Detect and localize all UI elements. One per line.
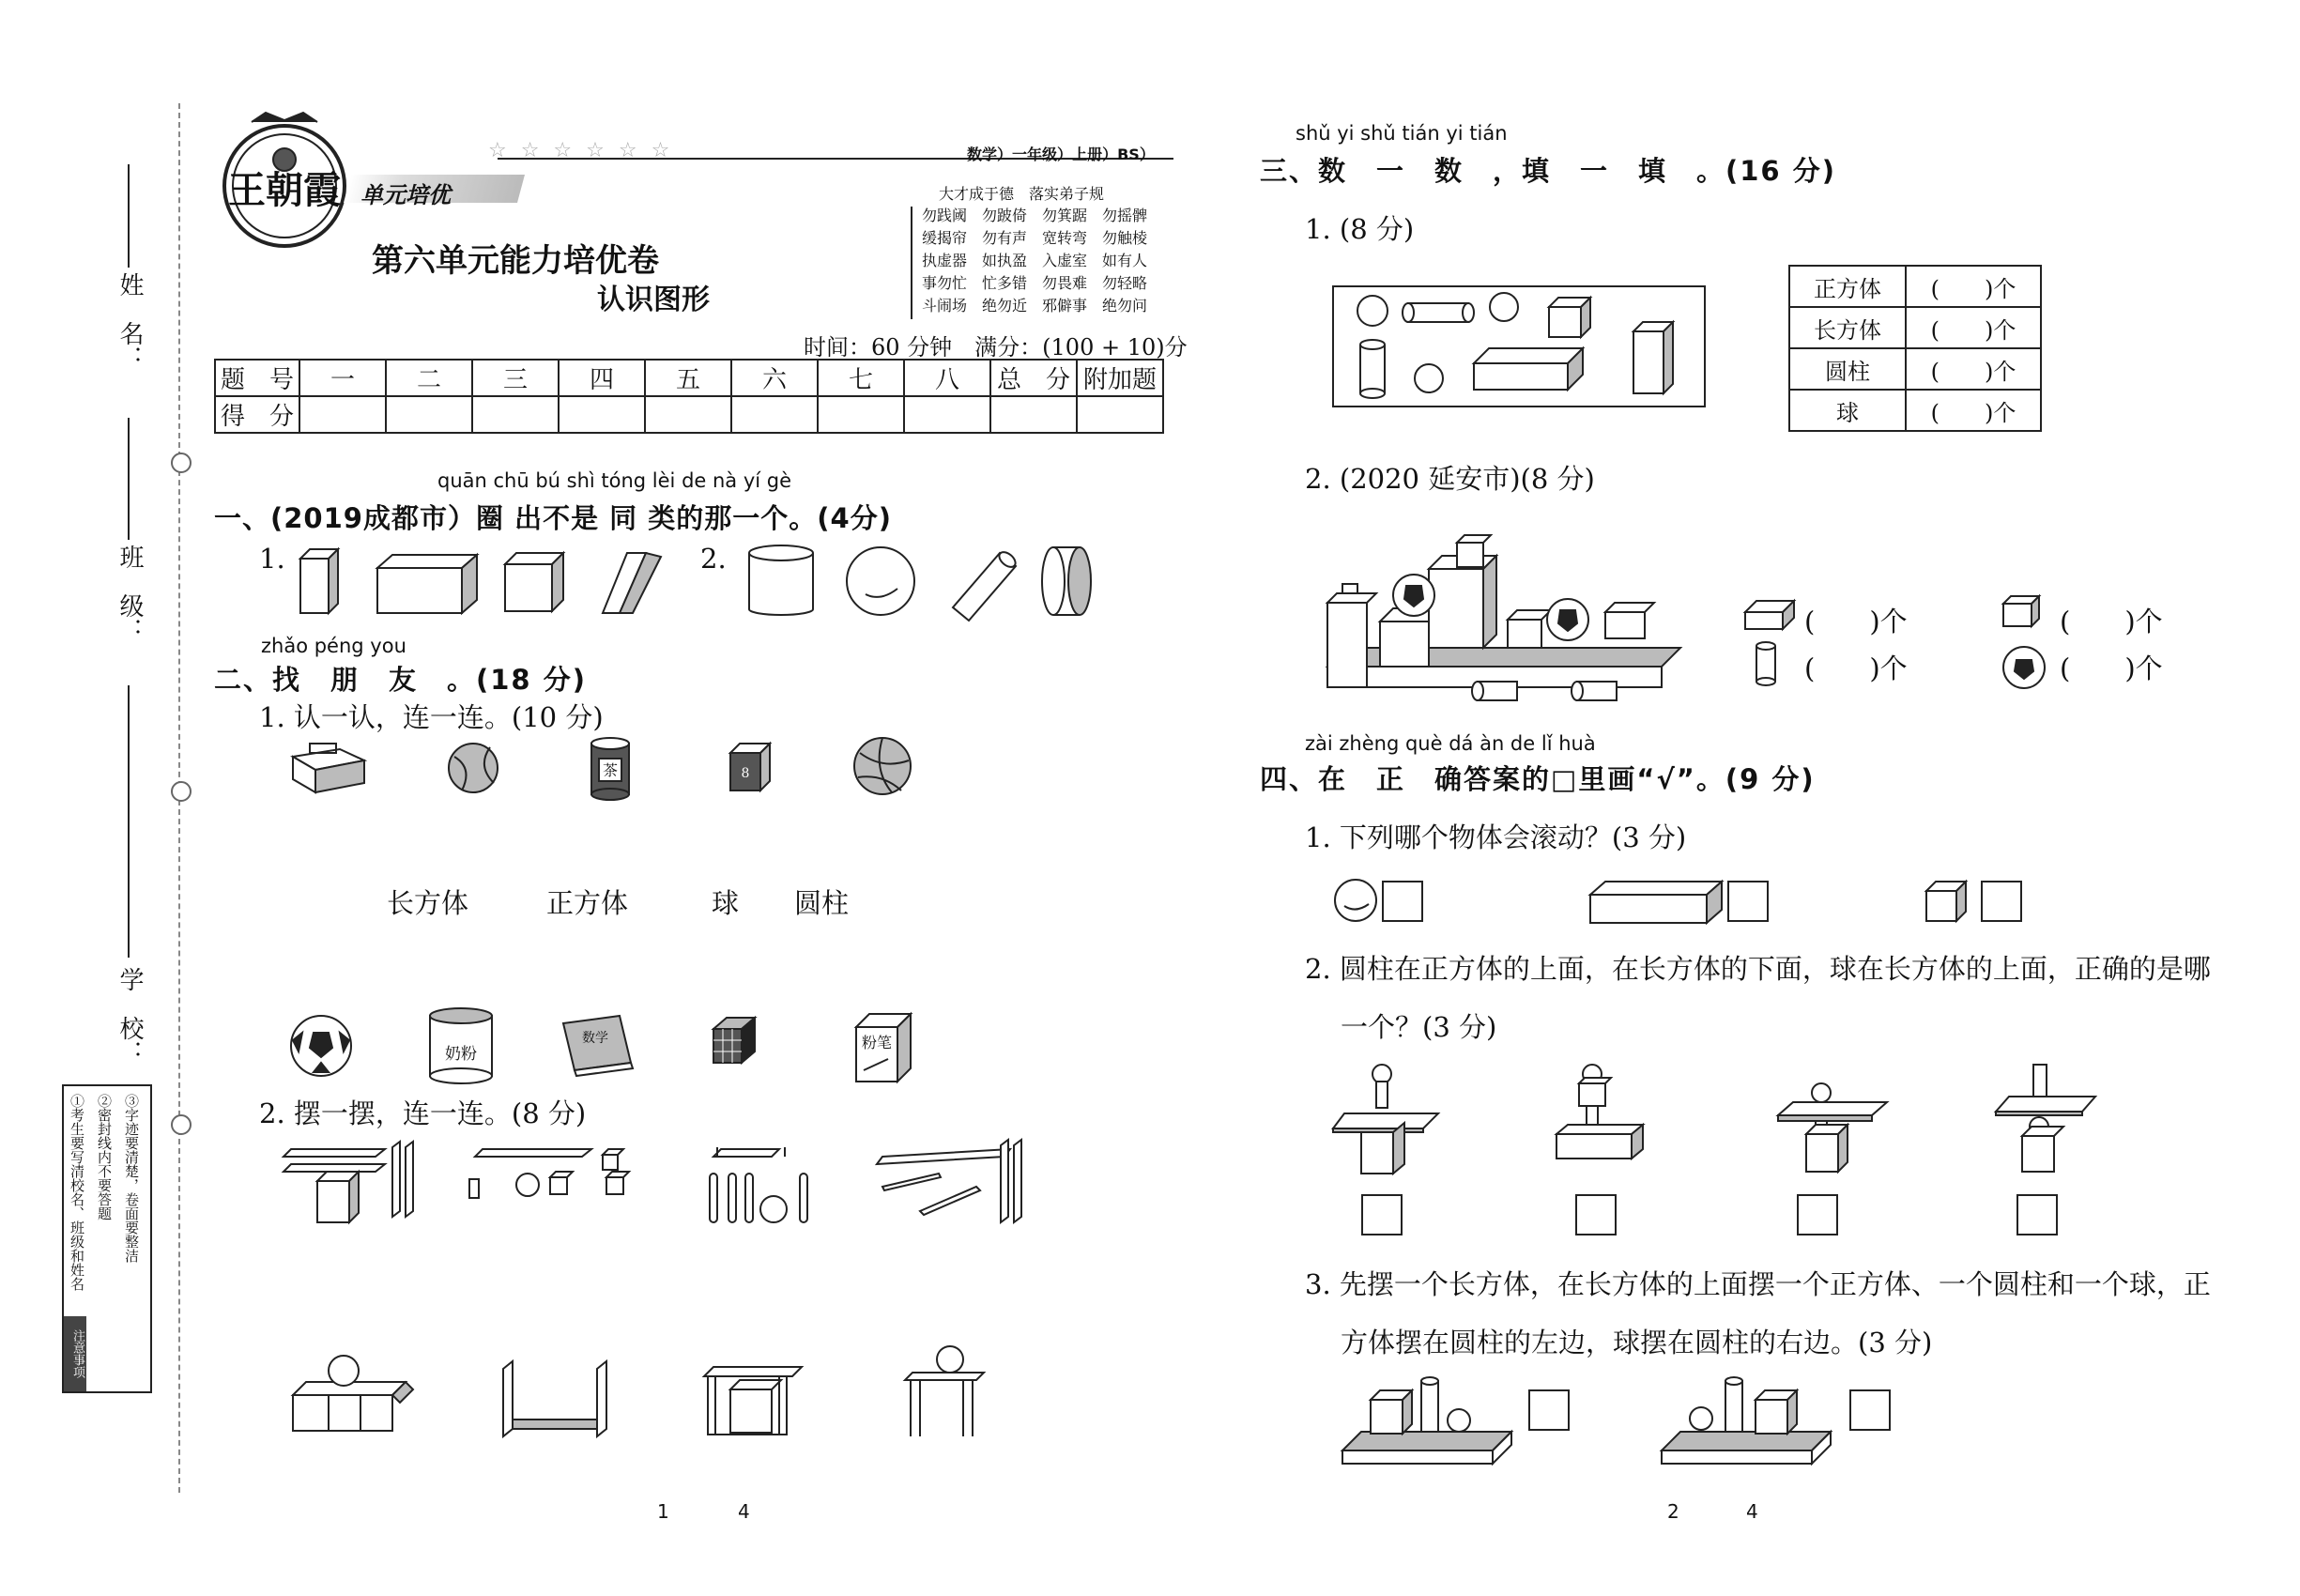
shape-label-cube[interactable]: 正方体 — [546, 887, 629, 919]
page-number: 2 — [1667, 1500, 1679, 1523]
school-label: 学 校： — [115, 967, 144, 1065]
score-cell: 题 号 — [215, 360, 299, 396]
page-title: 第六单元能力培优卷 — [372, 242, 659, 280]
score-input[interactable] — [645, 396, 731, 433]
arrange-option-b — [1662, 1377, 1831, 1464]
score-input[interactable] — [559, 396, 645, 433]
motto-line: 事勿忙 忙多错 勿畏难 勿轻略 — [922, 274, 1148, 292]
arrangement-top-4[interactable] — [877, 1140, 1021, 1222]
answer-checkbox[interactable] — [1849, 1389, 1891, 1431]
cube-icon[interactable] — [505, 553, 563, 611]
soccer-ball-icon[interactable] — [291, 1016, 351, 1076]
page-number: 1 — [657, 1500, 669, 1523]
cylinder-icon — [1756, 642, 1775, 685]
score-input[interactable] — [990, 396, 1077, 433]
motto-line: 斗闹场 绝勿近 邪僻事 绝勿问 — [922, 297, 1148, 315]
arrangement-bottom-1[interactable] — [293, 1356, 413, 1431]
sphere-icon — [1335, 880, 1376, 921]
score-cell: 一 — [299, 360, 386, 396]
page-total: 4 — [738, 1500, 750, 1523]
q1-pinyin: quān chū bú shì tóng lèi de nà yí gè — [437, 469, 792, 492]
stars-rating: ☆ ☆ ☆ ☆ ☆ ☆ — [488, 139, 674, 162]
answer-checkbox[interactable] — [1575, 1194, 1617, 1235]
q2-objects-bottom — [282, 1005, 958, 1089]
tall-cuboid-icon[interactable] — [300, 549, 338, 613]
soccer-ball-icon — [2003, 647, 2045, 688]
score-cell: 得 分 — [215, 396, 299, 433]
score-input[interactable] — [1077, 396, 1163, 433]
name-field[interactable] — [128, 164, 130, 268]
motto-line: 缓揭帘 勿有声 宽转弯 勿触棱 — [922, 229, 1148, 247]
motto-title: 大才成于德 落实弟子规 — [939, 185, 1105, 203]
score-cell: 七 — [818, 360, 904, 396]
count-input[interactable]: ( )个 — [1906, 348, 2041, 390]
notice-line: ①考生要写清校名、班级和姓名 — [69, 1094, 85, 1291]
cube-icon — [1549, 298, 1590, 337]
math-book-icon[interactable] — [563, 1016, 633, 1076]
q3-sub1: 1. (8 分) — [1305, 213, 1415, 245]
tennis-ball-icon[interactable] — [449, 744, 498, 792]
score-cell: 总 分 — [990, 360, 1077, 396]
stack-option-a — [1333, 1065, 1438, 1174]
gift-box-icon[interactable] — [293, 744, 364, 792]
q4-sub2-cont: 一个？(3 分) — [1341, 1011, 1497, 1043]
sphere-icon[interactable] — [847, 547, 914, 615]
arrangement-top-3[interactable] — [710, 1147, 807, 1222]
arrangement-bottom-3[interactable] — [704, 1367, 802, 1435]
answer-checkbox[interactable] — [1382, 881, 1423, 922]
time-score: 时间：60 分钟 满分：(100 + 10)分 — [804, 334, 1188, 361]
tall-cuboid-icon — [1633, 322, 1673, 393]
score-cell: 附加题 — [1077, 360, 1163, 396]
q3-truck-figure — [1324, 516, 1680, 714]
brand-name: 王朝霞 — [228, 168, 341, 212]
brand-tag: 单元培优 — [360, 182, 451, 208]
q2-title: 二、找 朋 友 。(18 分) — [214, 664, 587, 696]
notice-box — [62, 1084, 152, 1393]
score-cell: 四 — [559, 360, 645, 396]
q1-label-2: 2. — [700, 543, 727, 575]
notice-line: ③字迹要清楚，卷面要整洁 — [123, 1094, 140, 1263]
volleyball-icon[interactable] — [854, 738, 911, 794]
score-header-row — [215, 360, 1163, 396]
q3-legend-left — [1741, 591, 1798, 685]
shape-label-cylinder[interactable]: 圆柱 — [794, 887, 850, 919]
subject-tags: 数学）一年级）上册）BS） — [967, 146, 1155, 163]
score-cell: 五 — [645, 360, 731, 396]
q3-title: 三、数 一 数 ，填 一 填 。(16 分) — [1260, 155, 1836, 187]
shape-label-sphere[interactable]: 球 — [712, 887, 740, 919]
sphere-icon — [1490, 293, 1518, 321]
score-table — [214, 359, 1164, 434]
answer-checkbox[interactable] — [1727, 881, 1769, 922]
notice-line: ②密封线内不要答题 — [96, 1094, 113, 1220]
q3-pinyin: shǔ yi shǔ tián yi tián — [1296, 122, 1508, 145]
score-input[interactable] — [904, 396, 990, 433]
q2-pinyin: zhǎo péng you — [261, 635, 406, 657]
motto-line: 执虚器 如执盈 入虚室 如有人 — [922, 252, 1148, 269]
name-label: 姓 名： — [115, 272, 144, 370]
chalk-box-icon[interactable] — [856, 1014, 911, 1082]
cylinder-icon[interactable] — [749, 545, 813, 615]
motto-block — [922, 205, 1147, 317]
count-blank-cube[interactable]: ( )个 — [2060, 606, 2163, 637]
dice-cube-icon[interactable] — [730, 744, 770, 790]
notice-title: 注意事项 — [64, 1316, 86, 1391]
cuboid-icon — [1745, 601, 1794, 629]
count-row — [1789, 266, 2041, 307]
cuboid-icon — [1474, 348, 1583, 390]
milk-label: 奶粉 — [445, 1045, 477, 1064]
short-cylinder-icon[interactable] — [1042, 547, 1091, 615]
q3-legend-right — [1998, 587, 2054, 690]
q3-count-table — [1788, 265, 2042, 432]
flat-bar-icon[interactable] — [603, 553, 661, 613]
count-row — [1789, 348, 2041, 390]
score-input[interactable] — [299, 396, 386, 433]
cylinder-icon — [1403, 303, 1474, 322]
count-blank-cylinder[interactable]: ( )个 — [1804, 652, 1908, 684]
school-field[interactable] — [128, 685, 130, 958]
cuboid-icon[interactable] — [377, 555, 477, 613]
q1-title: 一、(2019成都市）圈 出不是 同 类的那一个。(4分) — [214, 502, 892, 534]
sphere-icon — [1415, 364, 1443, 392]
binding-hole-icon — [171, 453, 192, 473]
q2-objects-top — [282, 732, 939, 807]
class-label: 班 级： — [115, 545, 144, 642]
page-total: 4 — [1746, 1500, 1758, 1523]
page-subtitle: 认识图形 — [597, 284, 710, 316]
q4-stack-options — [1333, 1061, 2122, 1192]
tea-can-icon[interactable] — [591, 738, 629, 800]
q4-pinyin: zài zhèng què dá àn de lǐ huà — [1305, 732, 1596, 755]
slanted-cylinder-icon[interactable] — [953, 549, 1019, 621]
cube-icon — [2003, 596, 2039, 626]
q3-sub2: 2. (2020 延安市)(8 分) — [1305, 463, 1595, 495]
class-field[interactable] — [128, 418, 130, 540]
q4-sub3: 3. 先摆一个长方体，在长方体的上面摆一个正方体、一个圆柱和一个球，正 — [1305, 1268, 2211, 1300]
motto-rule — [911, 207, 912, 319]
score-cell: 三 — [472, 360, 559, 396]
count-input[interactable]: ( )个 — [1906, 390, 2041, 431]
sphere-icon — [1357, 296, 1388, 326]
shape-label-cuboid[interactable]: 长方体 — [387, 887, 469, 919]
score-cell: 八 — [904, 360, 990, 396]
score-input[interactable] — [386, 396, 472, 433]
count-blank-ball[interactable]: ( )个 — [2060, 652, 2163, 684]
answer-checkbox[interactable] — [2016, 1194, 2058, 1235]
answer-checkbox[interactable] — [1528, 1389, 1570, 1431]
count-input[interactable]: ( )个 — [1906, 266, 2041, 307]
score-cell: 六 — [731, 360, 818, 396]
milk-powder-can-icon[interactable] — [430, 1008, 492, 1083]
motto-line: 勿践阈 勿跛倚 勿箕踞 勿摇髀 — [922, 207, 1148, 224]
book-label: 数学 — [582, 1031, 608, 1046]
score-input[interactable] — [472, 396, 559, 433]
q1-label-1: 1. — [259, 543, 285, 575]
stack-option-c — [1778, 1083, 1887, 1172]
arrange-option-a — [1342, 1377, 1511, 1464]
count-row — [1789, 307, 2041, 348]
score-input[interactable] — [731, 396, 818, 433]
binding-hole-icon — [171, 1114, 192, 1135]
score-input-row — [215, 396, 1163, 433]
brand-logo — [214, 111, 355, 252]
q4-sub2: 2. 圆柱在正方体的上面，在长方体的下面，球在长方体的上面，正确的是哪 — [1305, 953, 2211, 985]
binding-hole-icon — [171, 781, 192, 802]
svg-text:8: 8 — [741, 766, 750, 781]
q3-shape-box — [1333, 286, 1709, 408]
count-shape: 球 — [1789, 390, 1906, 431]
count-shape: 长方体 — [1789, 307, 1906, 348]
cylinder-icon — [1360, 340, 1385, 398]
score-input[interactable] — [818, 396, 904, 433]
score-cell: 二 — [386, 360, 472, 396]
count-row — [1789, 390, 2041, 431]
arrangement-top-2[interactable] — [469, 1149, 629, 1198]
cuboid-icon — [1590, 882, 1722, 923]
count-blank-cuboid[interactable]: ( )个 — [1804, 606, 1908, 637]
q1-shapes — [291, 540, 1117, 615]
arrangement-bottom-2[interactable] — [503, 1361, 606, 1436]
cube-icon — [1926, 882, 1966, 921]
answer-checkbox[interactable] — [1797, 1194, 1838, 1235]
chalk-label: 粉笔 — [861, 1034, 893, 1051]
q2-arrangements — [282, 1136, 1089, 1446]
q4-arrange-options — [1333, 1366, 1896, 1469]
q4-title: 四、在 正 确答案的□里画“√”。(9 分) — [1260, 763, 1816, 795]
count-shape: 正方体 — [1789, 266, 1906, 307]
arrangement-bottom-4[interactable] — [905, 1346, 984, 1436]
arrangement-top-1[interactable] — [284, 1142, 413, 1222]
stack-option-d — [1996, 1065, 2095, 1172]
answer-checkbox[interactable] — [1361, 1194, 1403, 1235]
stack-option-b — [1556, 1065, 1643, 1159]
count-input[interactable]: ( )个 — [1906, 307, 2041, 348]
q4-sub3-cont: 方体摆在圆柱的左边，球摆在圆柱的右边。(3 分) — [1341, 1327, 1933, 1358]
q2-sub1: 1. 认一认，连一连。(10 分) — [259, 701, 604, 733]
answer-checkbox[interactable] — [1981, 881, 2022, 922]
q2-sub2: 2. 摆一摆，连一连。(8 分) — [259, 1097, 587, 1129]
q4-roll-options — [1333, 868, 2009, 934]
tea-label: 茶 — [602, 761, 619, 779]
q4-sub1: 1. 下列哪个物体会滚动？(3 分) — [1305, 821, 1687, 853]
rubiks-cube-icon[interactable] — [713, 1018, 755, 1063]
count-shape: 圆柱 — [1789, 348, 1906, 390]
